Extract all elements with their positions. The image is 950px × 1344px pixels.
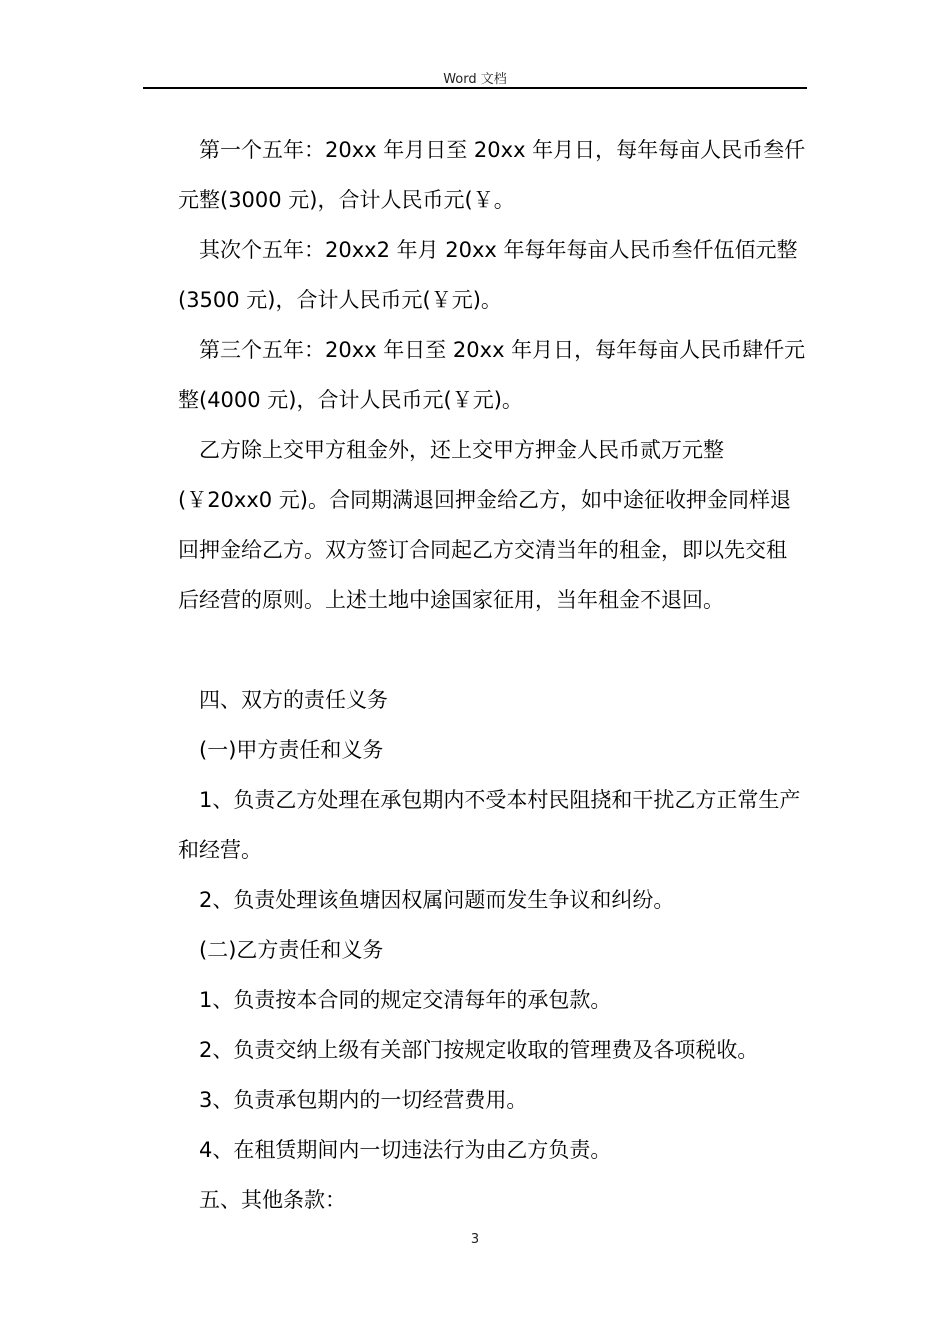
section-heading-other: 五、其他条款： <box>199 1188 346 1212</box>
list-item: 1、负责乙方处理在承包期内不受本村民阻挠和干扰乙方正常生产和经营。 <box>178 788 801 862</box>
list-item: 1、负责按本合同的规定交清每年的承包款。 <box>199 988 612 1012</box>
list-item: 4、在租赁期间内一切违法行为由乙方负责。 <box>199 1138 612 1162</box>
header-divider <box>143 87 807 89</box>
list-item: 3、负责承包期内的一切经营费用。 <box>199 1088 528 1112</box>
paragraph-first-term: 第一个五年：20xx 年月日至 20xx 年月日，每年每亩人民币叁仟元整(3000 元)，合计人民币元(￥。 <box>178 138 806 212</box>
document-body <box>178 125 806 1225</box>
section-heading-duties: 四、双方的责任义务 <box>199 688 388 712</box>
paragraph-deposit: 乙方除上交甲方租金外，还上交甲方押金人民币贰万元整(￥20xx0 元)。合同期满退回押金给乙方，如中途征收押金同样退回押金给乙方。双方签订合同起乙方交清当年的租金，即以先交租后经营的原则。上述土地中途国家征用，当年租金不退回。 <box>178 438 791 612</box>
paragraph-third-term: 第三个五年：20xx 年日至 20xx 年月日，每年每亩人民币肆仟元整(4000 元)，合计人民币元(￥元)。 <box>178 338 806 412</box>
list-item: 2、负责交纳上级有关部门按规定收取的管理费及各项税收。 <box>199 1038 759 1062</box>
list-item: 2、负责处理该鱼塘因权属问题而发生争议和纠纷。 <box>199 888 675 912</box>
page-number: 3 <box>470 1232 480 1247</box>
page-header: Word 文档 <box>443 72 507 87</box>
subheading-party-a: (一)甲方责任和义务 <box>199 738 384 762</box>
subheading-party-b: (二)乙方责任和义务 <box>199 938 384 962</box>
paragraph-spacer <box>178 625 806 675</box>
paragraph-second-term: 其次个五年：20xx2 年月 20xx 年每年每亩人民币叁仟伍佰元整(3500 元)，合计人民币元(￥元)。 <box>178 238 798 312</box>
